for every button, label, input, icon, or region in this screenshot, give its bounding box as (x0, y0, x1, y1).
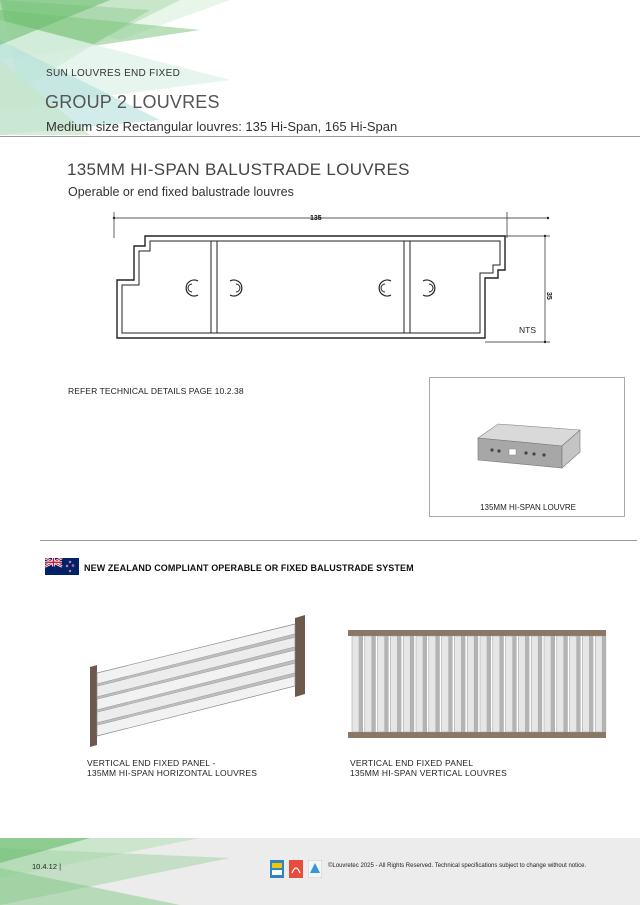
new-zealand-flag-icon (45, 558, 79, 575)
vertical-louvre-blade (442, 636, 453, 732)
height-dimension (485, 236, 550, 342)
width-dimension (114, 212, 548, 238)
header-divider (0, 136, 640, 137)
louvre-thumbnail (429, 377, 625, 517)
product-subtitle: Operable or end fixed balustrade louvres (68, 185, 294, 199)
vertical-louvre-blade (390, 636, 401, 732)
vertical-louvre-blade (506, 636, 517, 732)
vertical-panel-caption (350, 758, 507, 778)
vertical-louvre-blade (378, 636, 389, 732)
dwg-file-icon[interactable] (270, 860, 284, 878)
pdf-file-icon[interactable] (289, 860, 303, 878)
vertical-panel-caption-line2: 135MM HI-SPAN VERTICAL LOUVRES (350, 768, 507, 778)
section-divider (40, 540, 637, 541)
vertical-louvre-blade (454, 636, 465, 732)
section-label: SUN LOUVRES END FIXED (46, 68, 181, 79)
vertical-louvre-blade (352, 636, 363, 732)
page-title: GROUP 2 LOUVRES (45, 92, 220, 112)
vertical-louvre-blade (570, 636, 581, 732)
not-to-scale-label: NTS (519, 325, 536, 335)
height-dimension-label: 35 (545, 292, 552, 300)
louvre-3d-render (468, 418, 588, 478)
page-number-text: 10.4.12 (32, 862, 58, 871)
vertical-louvre-blade (582, 636, 593, 732)
horizontal-panel-caption-line1: VERTICAL END FIXED PANEL - (87, 758, 216, 768)
vertical-louvre-blade (557, 636, 568, 732)
vertical-louvre-blade (429, 636, 440, 732)
vertical-louvre-blade (416, 636, 427, 732)
vertical-louvre-blade (493, 636, 504, 732)
horizontal-panel-caption-line2: 135MM HI-SPAN HORIZONTAL LOUVRES (87, 768, 258, 778)
copyright-notice: ©Louvretec 2025 - All Rights Reserved. Technical specifications subject to change without notice. (328, 863, 587, 869)
vertical-louvre-blade (480, 636, 491, 732)
footer-leaf-decoration (0, 838, 230, 905)
vertical-louvre-blade (518, 636, 529, 732)
horizontal-panel-caption (87, 758, 257, 778)
vertical-louvre-blade (467, 636, 478, 732)
vertical-panel-caption-line1: VERTICAL END FIXED PANEL (350, 758, 474, 768)
thumbnail-caption: 135MM HI-SPAN LOUVRE (480, 503, 576, 512)
technical-reference: REFER TECHNICAL DETAILS PAGE 10.2.38 (68, 386, 244, 396)
vertical-louvre-panel-image (348, 630, 608, 740)
nz-compliance-heading: NEW ZEALAND COMPLIANT OPERABLE OR FIXED BALUSTRADE SYSTEM (84, 563, 414, 573)
horizontal-louvre-panel-image (85, 610, 315, 750)
vertical-louvre-blade (365, 636, 376, 732)
product-title: 135MM HI-SPAN BALUSTRADE LOUVRES (67, 160, 410, 179)
page-subtitle: Medium size Rectangular louvres: 135 Hi-Span, 165 Hi-Span (46, 119, 398, 134)
page-number: 10.4.12 | (32, 862, 62, 871)
revit-file-icon[interactable] (308, 860, 322, 878)
vertical-louvre-blade (403, 636, 414, 732)
vertical-louvre-blade (531, 636, 542, 732)
louvre-profile-drawing (100, 208, 560, 348)
vertical-louvre-blade (544, 636, 555, 732)
vertical-louvre-blade (595, 636, 606, 732)
width-dimension-label: 135 (310, 215, 322, 222)
